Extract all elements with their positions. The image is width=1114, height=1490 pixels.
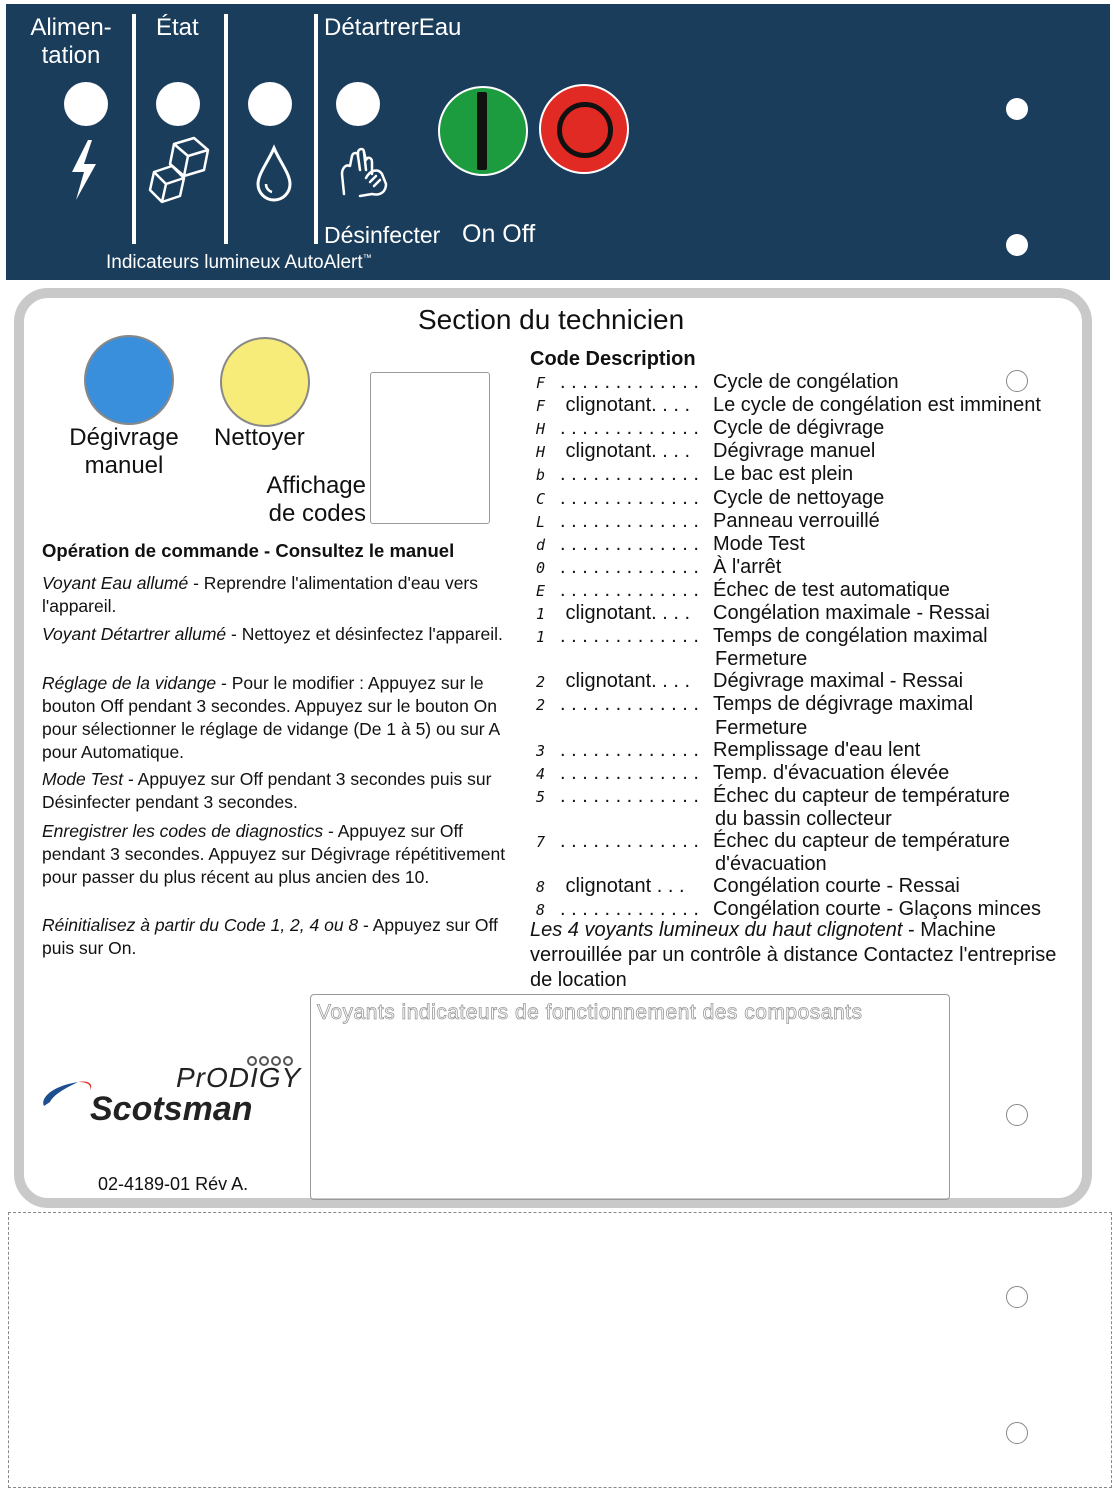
code-symbol: 7: [536, 833, 546, 851]
code-leader: . . . . . . . . . . . . .: [560, 578, 699, 601]
mounting-hole: [1006, 1422, 1028, 1444]
scotsman-logo: [38, 1050, 302, 1140]
on-button[interactable]: [438, 86, 528, 176]
code-display: [370, 372, 490, 524]
four-lights-text: - Machine verrouillée par un contrôle à distance Contactez l'entreprise de location: [530, 919, 1057, 991]
op-item-title: Enregistrer les codes de diagnostics: [42, 821, 324, 841]
code-row: [536, 417, 699, 440]
op-item: [42, 672, 510, 764]
water-drop-icon: [254, 144, 294, 202]
code-symbol: 4: [536, 764, 546, 783]
operation-heading: Opération de commande - Consultez le manuel: [42, 540, 455, 561]
code-row: [536, 762, 699, 785]
code-leader: . . . . . . . . . . . . .: [560, 371, 699, 393]
code-symbol: 1: [536, 605, 546, 623]
code-description: Cycle de dégivrage: [713, 417, 885, 440]
code-leader: . . . . . . . . . . . . .: [560, 532, 699, 555]
code-symbol: L: [536, 512, 546, 531]
code-symbol: E: [536, 581, 546, 600]
mounting-hole: [1006, 370, 1028, 392]
degivrage-label-line2: manuel: [84, 452, 164, 479]
autoalert-text: Indicateurs lumineux AutoAlert: [106, 252, 363, 273]
logo-prodigy: PrODIGY: [176, 1062, 302, 1093]
code-leader: . . . . . . . . . . . . .: [560, 761, 699, 784]
code-symbol: 3: [536, 741, 546, 760]
etat-label: État: [156, 14, 199, 41]
op-item-title: Voyant Eau allumé: [42, 573, 189, 593]
divider: [224, 14, 228, 244]
alimentation-label-line2: tation: [41, 42, 101, 69]
code-symbol: 5: [536, 787, 546, 806]
mounting-hole: [1006, 1286, 1028, 1308]
code-row: [536, 579, 699, 602]
code-leader: clignotant. . . .: [560, 602, 691, 624]
code-description: À l'arrêt: [713, 555, 782, 578]
op-item-title: Voyant Détartrer allumé: [42, 624, 227, 644]
on-off-label: On Off: [462, 220, 536, 248]
code-leader: . . . . . . . . . . . . .: [560, 463, 699, 486]
code-description: Échec du capteur de température: [713, 830, 1010, 852]
affichage-label: [258, 472, 366, 528]
code-row: [536, 670, 690, 693]
op-item: [42, 820, 510, 889]
mounting-hole: [1006, 1104, 1028, 1126]
code-row: [536, 625, 699, 648]
code-row: [536, 739, 699, 762]
trademark: ™: [362, 252, 372, 263]
lightning-icon: [64, 138, 104, 202]
component-indicators-box: [310, 994, 950, 1200]
code-row: [536, 785, 699, 808]
four-lights-note: [530, 918, 1070, 993]
code-row: [536, 556, 699, 579]
code-description: Le cycle de congélation est imminent: [713, 394, 1041, 417]
op-item-text: - Appuyez sur Off pendant 3 secondes puis sur Désinfecter pendant 3 secondes.: [42, 769, 492, 812]
autoalert-caption: [106, 252, 372, 274]
code-symbol: 0: [536, 558, 546, 577]
alimentation-label-line1: Alimen-: [30, 14, 112, 41]
code-row: [536, 830, 699, 853]
op-item-text: - Nettoyez et désinfectez l'appareil.: [226, 624, 503, 644]
code-leader: . . . . . . . . . . . . .: [560, 898, 699, 921]
code-row: [536, 602, 690, 625]
op-item-title: Réinitialisez à partir du Code 1, 2, 4 ou 8: [42, 915, 359, 935]
component-indicators-label: Voyants indicateurs de fonctionnement des composants: [317, 1001, 863, 1024]
descale-led: [336, 82, 380, 126]
code-leader: . . . . . . . . . . . . .: [560, 417, 699, 440]
code-description: Échec du capteur de température: [713, 784, 1010, 807]
part-number: 02-4189-01 Rév A.: [98, 1174, 249, 1194]
code-leader: clignotant. . . .: [560, 394, 691, 417]
four-lights-title: Les 4 voyants lumineux du haut clignotent: [530, 919, 903, 941]
off-button[interactable]: [539, 84, 629, 174]
code-symbol: C: [536, 489, 546, 508]
code-row: [536, 371, 699, 394]
op-item: [42, 572, 510, 618]
code-description: Temp. d'évacuation élevée: [713, 761, 950, 784]
op-item-title: Réglage de la vidange: [42, 673, 217, 693]
op-item: [42, 914, 510, 960]
code-leader: . . . . . . . . . . . . .: [560, 555, 699, 578]
code-leader: . . . . . . . . . . . . .: [560, 784, 699, 807]
op-item: [42, 768, 510, 814]
code-leader: clignotant. . . .: [560, 670, 691, 693]
off-ring-icon: [557, 102, 613, 158]
code-description-cont: Fermeture: [715, 648, 808, 671]
code-description-cont: du bassin collecteur: [715, 807, 892, 830]
mounting-dot: [1006, 234, 1028, 256]
divider: [132, 14, 136, 244]
sanitize-hands-icon: [336, 144, 390, 200]
code-row: [536, 394, 690, 417]
code-symbol: d: [536, 535, 546, 554]
code-symbol: H: [536, 443, 546, 462]
code-symbol: 2: [536, 696, 546, 715]
code-description: Congélation courte - Glaçons minces: [713, 898, 1041, 921]
code-symbol: 1: [536, 628, 546, 647]
op-item-text: - Reprendre l'alimentation d'eau vers l'appareil.: [42, 573, 478, 616]
op-item-text: - Appuyez sur Off pendant 3 secondes. Appuyez sur Dégivrage répétitivement pour passer du plus récent au plus ancien des 10.: [42, 821, 506, 887]
code-row: [536, 533, 699, 556]
tear-off-area: [8, 1212, 1112, 1488]
code-leader: . . . . . . . . . . . . .: [560, 486, 699, 509]
water-led: [248, 82, 292, 126]
code-description: Dégivrage manuel: [713, 440, 876, 463]
code-row: [536, 487, 699, 510]
defrost-led: [84, 335, 174, 425]
affichage-label-line1: Affichage: [266, 472, 366, 499]
degivrage-label: [48, 424, 200, 480]
panel-title: Section du technicien: [418, 304, 685, 335]
code-symbol: 2: [536, 673, 546, 692]
desinfecter-label: Désinfecter: [324, 222, 441, 248]
nettoyer-label: Nettoyer: [214, 424, 305, 451]
code-leader: . . . . . . . . . . . . .: [560, 625, 699, 648]
code-description: Panneau verrouillé: [713, 509, 880, 532]
op-item-title: Mode Test: [42, 769, 124, 789]
ice-cubes-icon: [146, 134, 216, 206]
code-description: Cycle de nettoyage: [713, 486, 885, 509]
code-row: [536, 875, 685, 898]
code-symbol: H: [536, 420, 546, 439]
code-leader: . . . . . . . . . . . . .: [560, 509, 699, 532]
op-item-text: - Appuyez sur Off puis sur On.: [42, 915, 498, 958]
code-description: Temps de dégivrage maximal: [713, 693, 974, 716]
code-description: Échec de test automatique: [713, 578, 950, 601]
op-item: [42, 623, 510, 646]
state-led: [156, 82, 200, 126]
on-bar-icon: [477, 92, 487, 170]
code-description: Congélation maximale - Ressai: [713, 602, 990, 624]
code-symbol: b: [536, 466, 546, 485]
mounting-dot: [1006, 98, 1028, 120]
code-description: Mode Test: [713, 532, 805, 555]
alimentation-label: [30, 14, 112, 70]
code-description-cont: d'évacuation: [715, 853, 827, 876]
code-leader: . . . . . . . . . . . . .: [560, 693, 699, 716]
clean-led: [220, 337, 310, 427]
code-symbol: F: [536, 397, 546, 416]
code-row: [536, 463, 699, 486]
code-description: Cycle de congélation: [713, 371, 899, 393]
code-leader: clignotant . . .: [560, 875, 685, 898]
degivrage-label-line1: Dégivrage: [69, 424, 179, 451]
control-bar: [6, 4, 1110, 280]
code-description: Congélation courte - Ressai: [713, 875, 960, 898]
code-symbol: 8: [536, 901, 546, 920]
code-description: Temps de congélation maximal: [713, 625, 988, 648]
code-description: Remplissage d'eau lent: [713, 738, 921, 761]
op-item-text: - Pour le modifier : Appuyez sur le bouton Off pendant 3 secondes. Appuyez sur le bouton On pour sélectionner le réglage de vidange (De 1 à 5) ou sur A pour Automatique.: [42, 673, 500, 762]
affichage-label-line2: de codes: [268, 500, 366, 527]
code-leader: clignotant. . . .: [560, 440, 691, 463]
code-symbol: 8: [536, 878, 546, 897]
code-description: Le bac est plein: [713, 463, 854, 486]
code-row: [536, 693, 699, 716]
power-led: [64, 82, 108, 126]
detartrer-eau-label: DétartrerEau: [324, 14, 462, 41]
code-description: Dégivrage maximal - Ressai: [713, 670, 964, 693]
divider: [314, 14, 318, 244]
code-row: [536, 510, 699, 533]
code-leader: . . . . . . . . . . . . .: [560, 830, 699, 852]
code-description-cont: Fermeture: [715, 716, 808, 739]
code-description-header: Code Description: [530, 348, 696, 370]
code-row: [536, 440, 690, 463]
logo-scotsman: Scotsman: [90, 1090, 253, 1128]
code-symbol: F: [536, 374, 546, 392]
code-leader: . . . . . . . . . . . . .: [560, 738, 699, 761]
